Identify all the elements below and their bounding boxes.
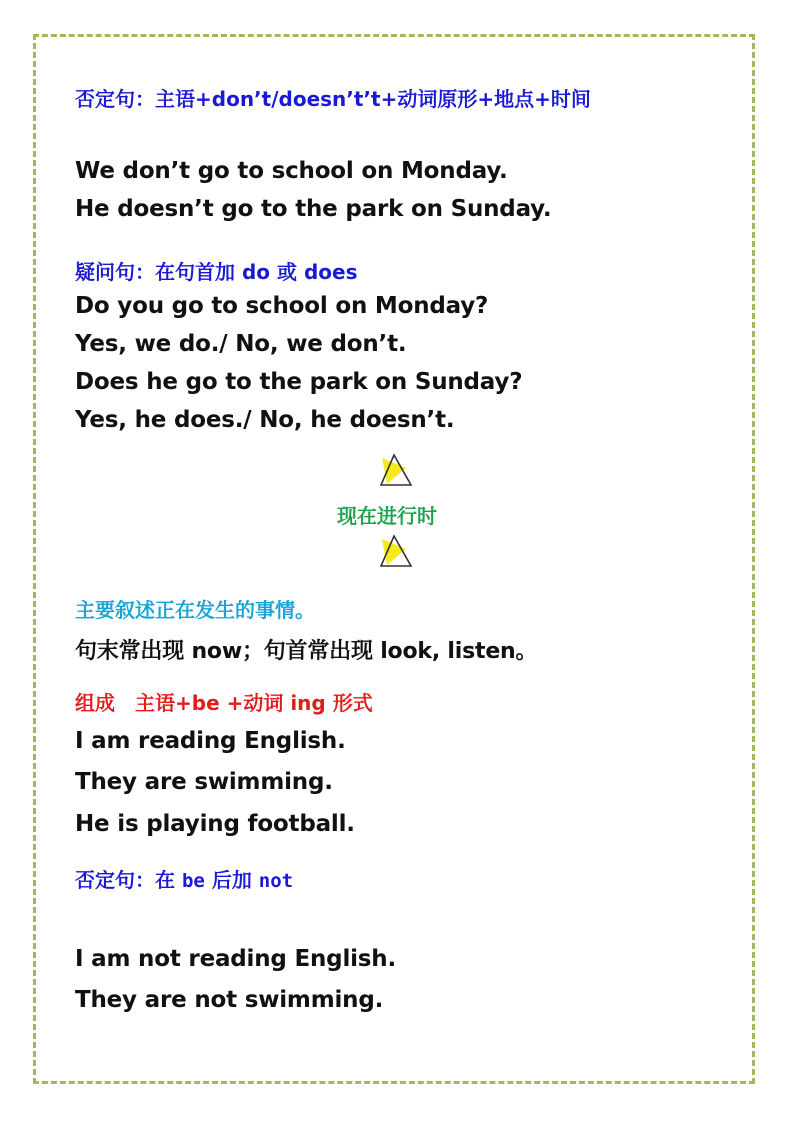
negative-heading-not: not (258, 870, 294, 892)
continuous-example-1: I am reading English. (75, 728, 346, 754)
negative-heading-middle: 后加 (204, 868, 259, 892)
negative-example-1: We don’t go to school on Monday. (75, 158, 508, 184)
answer-example-1: Yes, we do./ No, we don’t. (75, 331, 407, 357)
question-example-2: Does he go to the park on Sunday? (75, 369, 523, 395)
continuous-example-2: They are swimming. (75, 769, 333, 795)
continuous-negative-example-1: I am not reading English. (75, 946, 397, 972)
present-continuous-title: 现在进行时 (337, 504, 437, 528)
triangle-icon (378, 452, 414, 488)
signal-words: 句末常出现 now；句首常出现 look, listen。 (75, 639, 538, 664)
question-rule-heading: 疑问句：在句首加 do 或 does (75, 260, 358, 284)
negative-heading-be: be (181, 870, 205, 892)
formation-rule: 组成 主语+be +动词 ing 形式 (75, 691, 373, 715)
answer-example-2: Yes, he does./ No, he doesn’t. (75, 407, 455, 433)
continuous-example-3: He is playing football. (75, 811, 355, 837)
negative-rule-heading: 否定句：主语+don’t/doesn’t’t+动词原形+地点+时间 (75, 87, 591, 111)
present-continuous-description: 主要叙述正在发生的事情。 (75, 598, 315, 622)
negative-heading-prefix: 否定句：在 (75, 868, 182, 892)
continuous-negative-heading (75, 864, 293, 893)
continuous-negative-example-2: They are not swimming. (75, 987, 384, 1013)
question-example-1: Do you go to school on Monday? (75, 293, 489, 319)
triangle-icon (378, 533, 414, 569)
negative-example-2: He doesn’t go to the park on Sunday. (75, 196, 552, 222)
